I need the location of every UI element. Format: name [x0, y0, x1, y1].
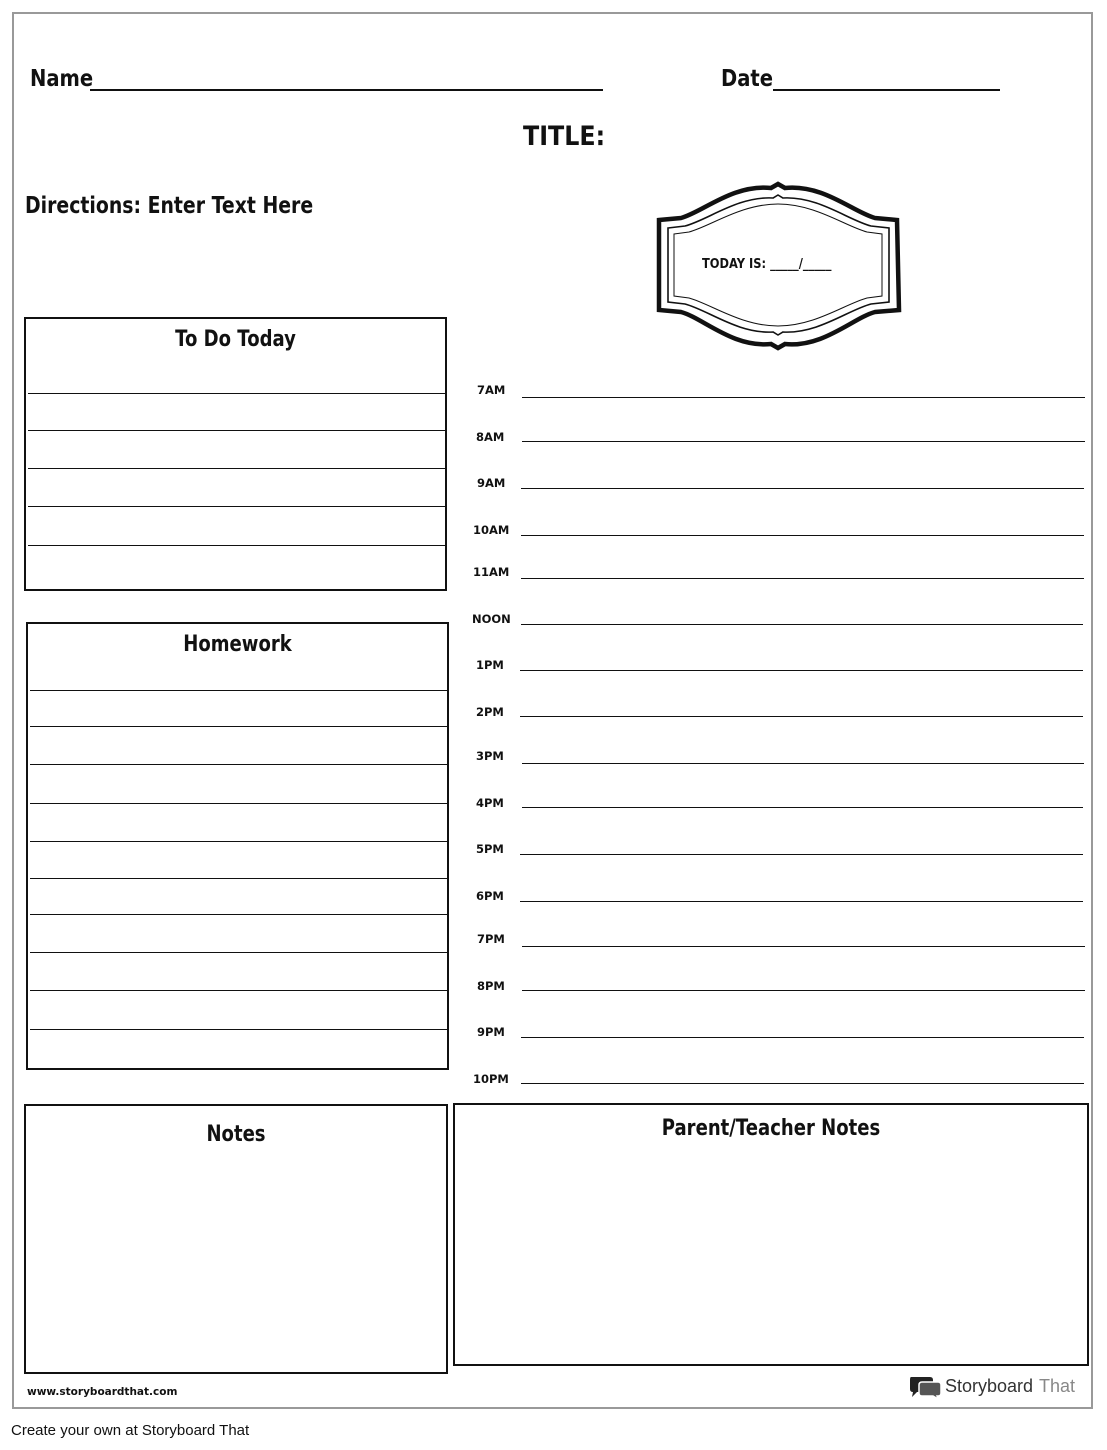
todo-title: To Do Today — [175, 327, 296, 352]
homework-line[interactable] — [30, 914, 447, 915]
hour-label: 7PM — [477, 932, 505, 946]
hour-line[interactable] — [521, 578, 1084, 579]
hour-line[interactable] — [521, 535, 1084, 536]
hour-label: 3PM — [476, 749, 504, 763]
hour-line[interactable] — [522, 807, 1083, 808]
hour-label: 2PM — [476, 705, 504, 719]
homework-line[interactable] — [30, 952, 447, 953]
parent-teacher-notes-box[interactable] — [453, 1103, 1089, 1366]
homework-title: Homework — [183, 632, 292, 657]
hour-line[interactable] — [520, 716, 1083, 717]
create-your-own-caption[interactable]: Create your own at Storyboard That — [11, 1422, 250, 1439]
footer-url[interactable]: www.storyboardthat.com — [27, 1386, 178, 1398]
hour-line[interactable] — [521, 624, 1083, 625]
hour-label: 11AM — [473, 565, 510, 579]
directions-text: Directions: Enter Text Here — [25, 193, 314, 219]
homework-line[interactable] — [30, 990, 447, 991]
homework-line[interactable] — [30, 690, 447, 691]
homework-line[interactable] — [30, 764, 447, 765]
homework-line[interactable] — [30, 803, 447, 804]
hour-line[interactable] — [522, 397, 1085, 398]
homework-line[interactable] — [30, 726, 447, 727]
name-line[interactable] — [90, 89, 603, 91]
today-badge — [653, 180, 903, 352]
logo-text-that: That — [1039, 1376, 1076, 1396]
name-label: Name — [30, 66, 94, 92]
todo-line[interactable] — [28, 506, 445, 507]
todo-line[interactable] — [28, 393, 445, 394]
title-label: TITLE: — [523, 121, 606, 152]
todo-line[interactable] — [28, 545, 445, 546]
hour-label: 6PM — [476, 889, 504, 903]
notes-title: Notes — [206, 1122, 266, 1147]
hour-line[interactable] — [520, 901, 1083, 902]
date-line[interactable] — [773, 89, 1000, 91]
hour-label: NOON — [472, 612, 511, 626]
todo-box — [24, 317, 447, 591]
todo-line[interactable] — [28, 468, 445, 469]
hour-line[interactable] — [521, 488, 1084, 489]
homework-line[interactable] — [30, 878, 447, 879]
hour-line[interactable] — [521, 1083, 1084, 1084]
hour-label: 9AM — [477, 476, 506, 490]
storyboardthat-logo[interactable] — [908, 1373, 1083, 1401]
date-label: Date — [721, 66, 774, 92]
homework-line[interactable] — [30, 1029, 447, 1030]
hour-label: 7AM — [477, 383, 506, 397]
speech-bubble-icon — [908, 1374, 942, 1400]
hour-line[interactable] — [520, 854, 1083, 855]
hour-line[interactable] — [522, 990, 1085, 991]
hour-line[interactable] — [522, 763, 1084, 764]
notes-box[interactable] — [24, 1104, 448, 1374]
hour-line[interactable] — [522, 441, 1085, 442]
homework-line[interactable] — [30, 841, 447, 842]
hour-line[interactable] — [522, 946, 1085, 947]
today-is-label: TODAY IS: _____/_____ — [702, 257, 832, 272]
logo-text-storyboard: Storyboard — [945, 1376, 1034, 1396]
todo-line[interactable] — [28, 430, 445, 431]
hour-label: 9PM — [477, 1025, 505, 1039]
homework-box — [26, 622, 449, 1070]
hour-label: 4PM — [476, 796, 504, 810]
parent-teacher-notes-title: Parent/Teacher Notes — [661, 1116, 881, 1141]
hour-label: 1PM — [476, 658, 504, 672]
hour-line[interactable] — [520, 670, 1083, 671]
hour-label: 5PM — [476, 842, 504, 856]
hour-line[interactable] — [521, 1037, 1084, 1038]
hour-label: 8AM — [476, 430, 505, 444]
hour-label: 10AM — [473, 523, 510, 537]
hour-label: 8PM — [477, 979, 505, 993]
hour-label: 10PM — [473, 1072, 509, 1086]
